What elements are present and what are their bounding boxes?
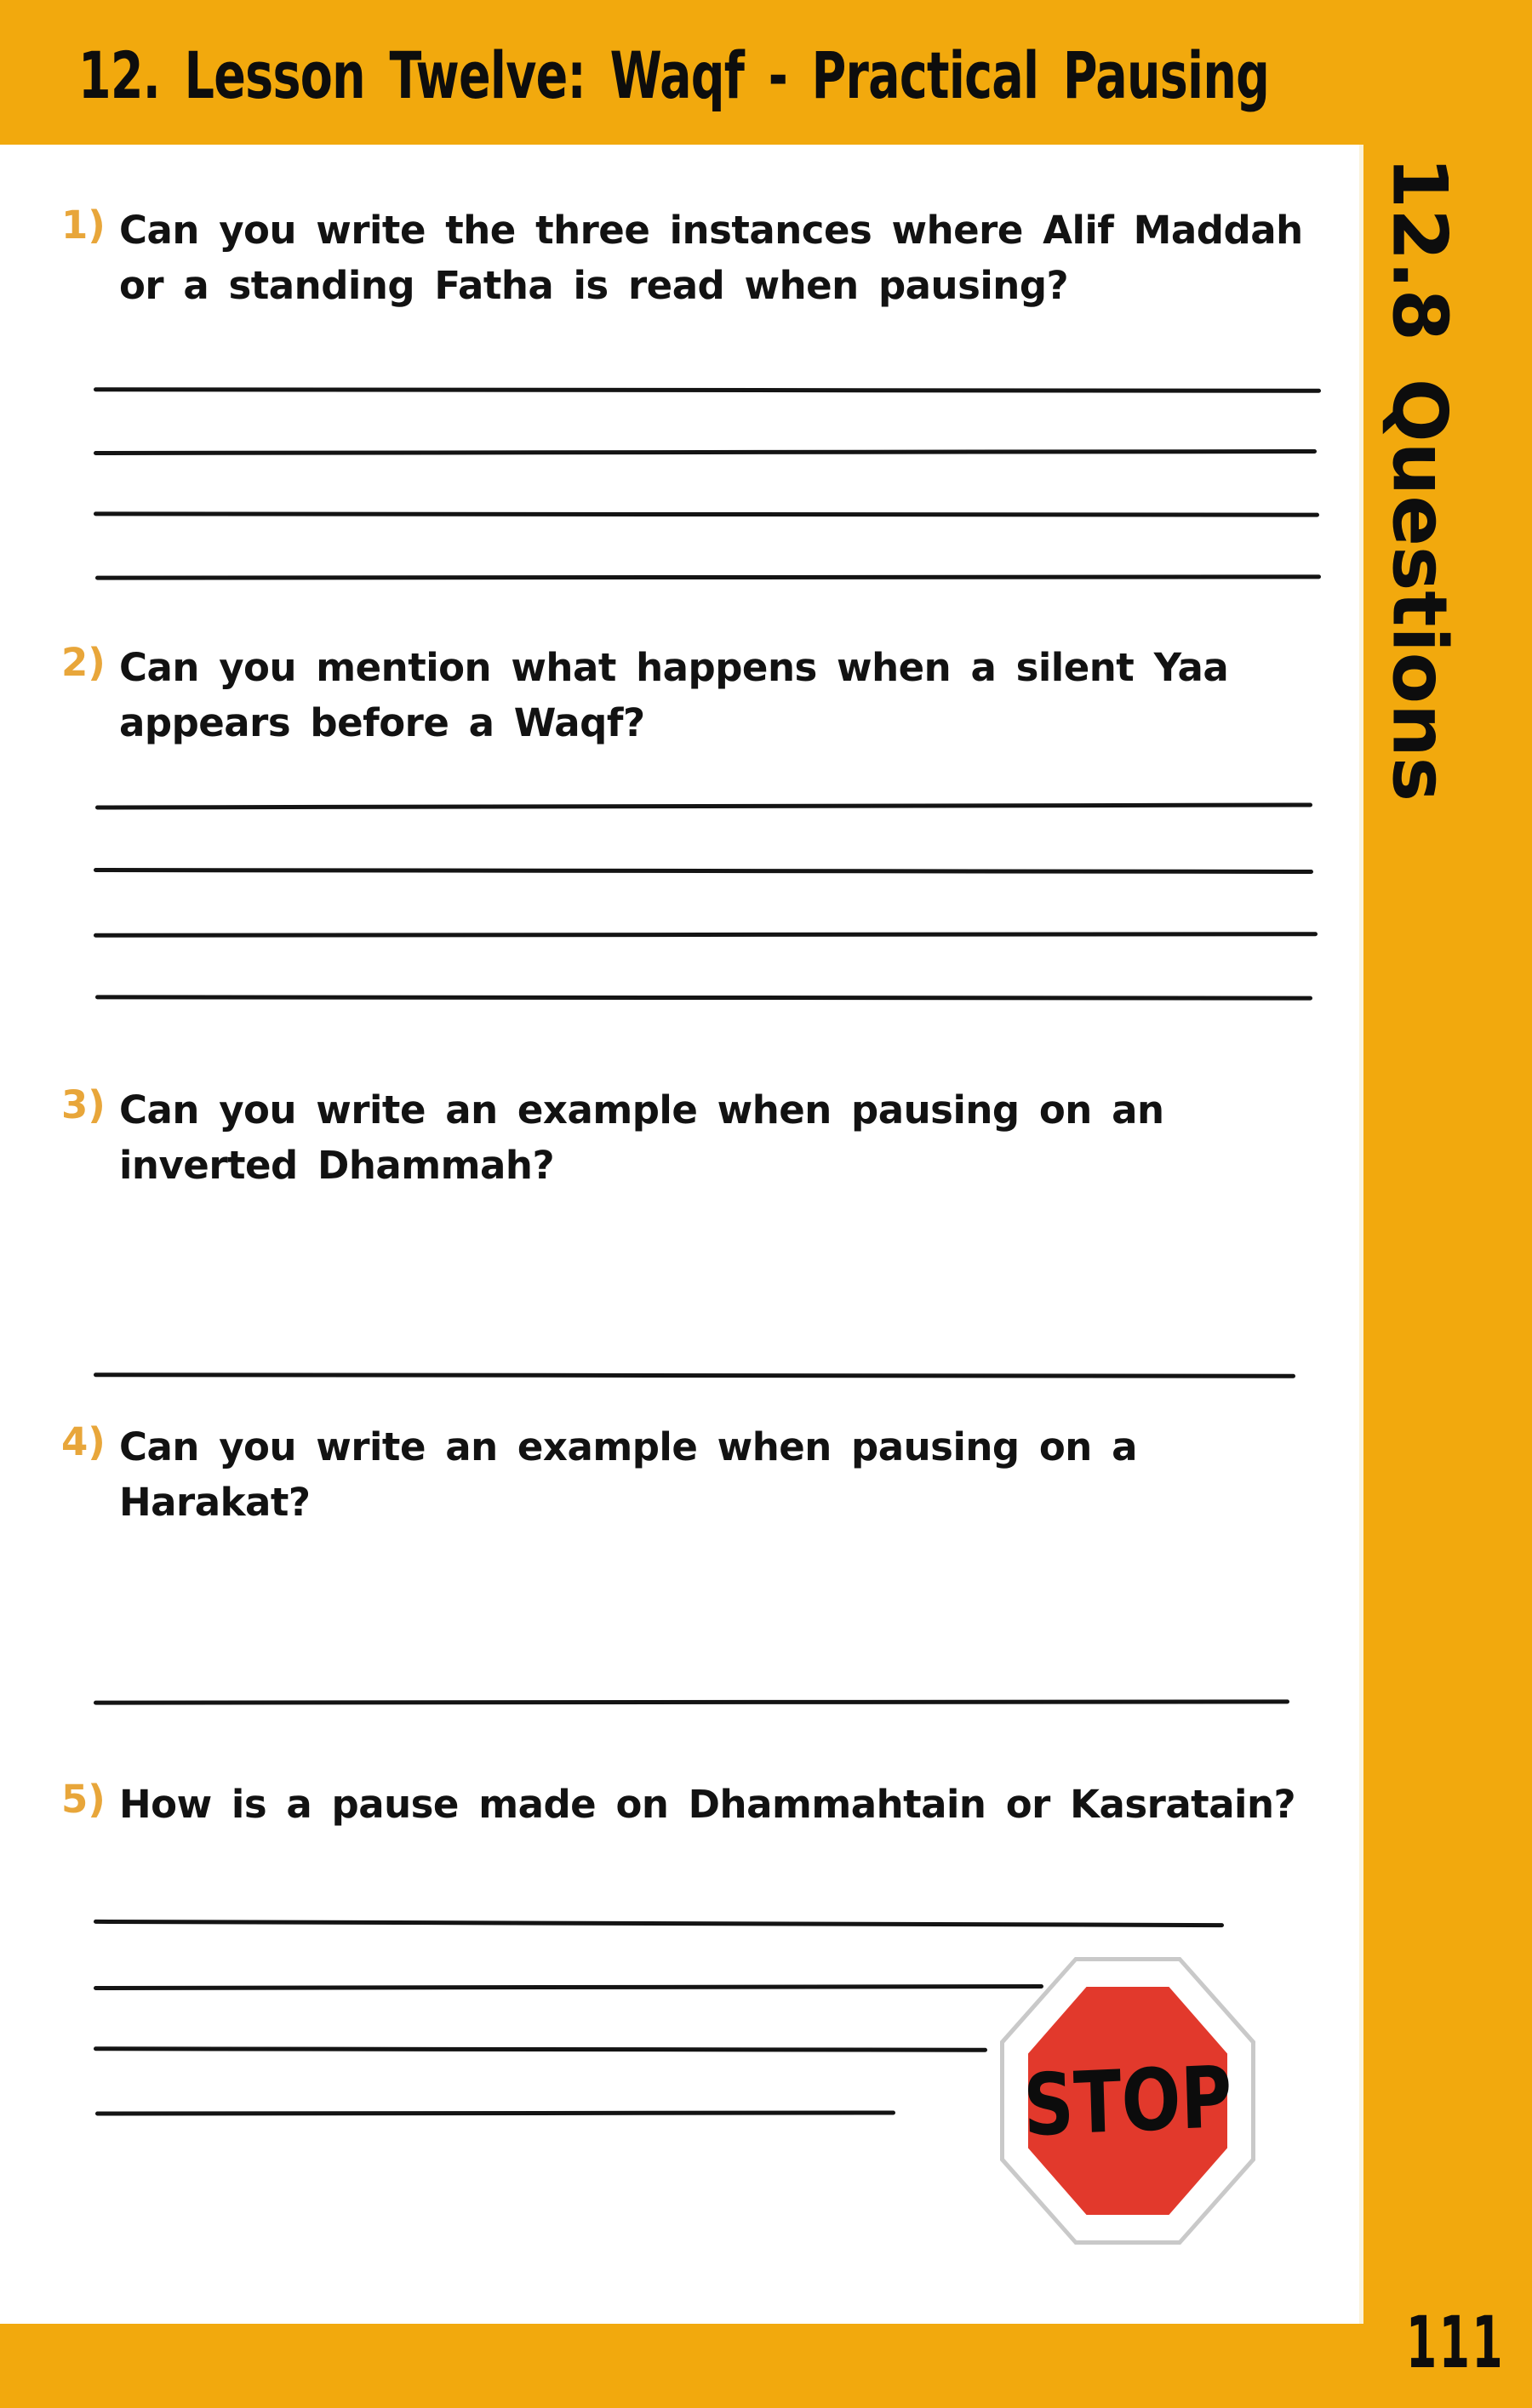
question-text-line: appears before a Waqf? [119, 700, 645, 745]
question-2 [61, 640, 1304, 750]
question-text-line: Can you mention what happens when a silent Yaa [119, 645, 1229, 690]
question-text-line: Can you write an example when pausing on an [119, 1087, 1164, 1133]
question-text [119, 640, 1304, 750]
question-number: 2) [61, 640, 106, 685]
question-text-line: Harakat? [119, 1480, 311, 1525]
question-text [119, 203, 1304, 313]
question-text [119, 1419, 1304, 1530]
question-1 [61, 203, 1304, 313]
question-text-line: Can you write an example when pausing on a [119, 1424, 1137, 1469]
question-number: 3) [61, 1082, 106, 1127]
page-title: 12. Lesson Twelve: Waqf - Practical Pausing [78, 37, 1270, 113]
question-text-line: inverted Dhammah? [119, 1143, 555, 1188]
answer-line [95, 2111, 895, 2116]
question-text-line: or a standing Fatha is read when pausing? [119, 263, 1069, 308]
question-4 [61, 1419, 1304, 1530]
question-text-line: How is a pause made on Dhammahtain or Kasratain? [119, 1782, 1296, 1827]
stop-sign-label: STOP [1021, 2046, 1233, 2155]
question-3 [61, 1082, 1304, 1193]
page-number: 111 [1406, 2301, 1506, 2384]
question-text [119, 1777, 1304, 1832]
stop-sign [1000, 1957, 1255, 2245]
question-text [119, 1082, 1304, 1193]
question-number: 4) [61, 1419, 106, 1464]
question-text-line: Can you write the three instances where Alif Maddah [119, 208, 1303, 253]
section-label: 12.8 Questions [1375, 156, 1464, 802]
question-number: 5) [61, 1777, 106, 1822]
question-5 [61, 1777, 1304, 1832]
question-number: 1) [61, 203, 106, 248]
